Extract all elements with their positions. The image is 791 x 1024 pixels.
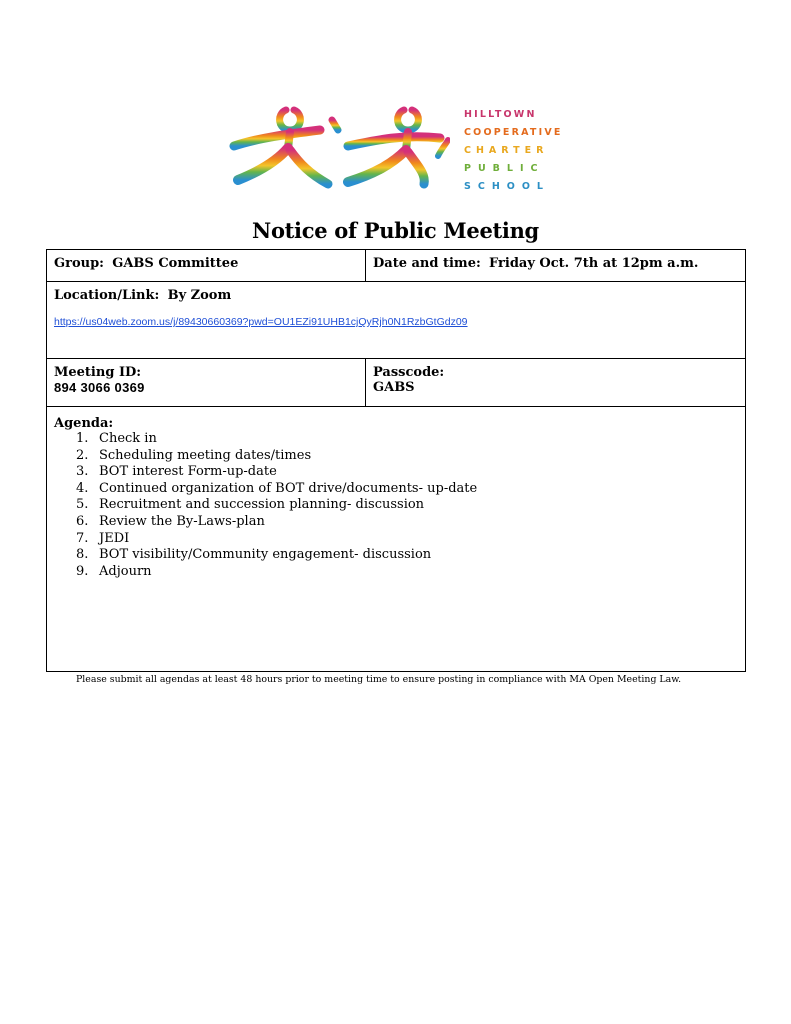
list-item [54, 497, 738, 514]
school-logo [228, 100, 568, 192]
location-cell [47, 282, 746, 359]
datetime-label: Date and time: [373, 256, 481, 271]
agenda-item-text: Review the By-Laws-plan [99, 513, 265, 529]
footer-note: Please submit all agendas at least 48 hours prior to meeting time to ensure posting in compliance with MA Open Meeting Law. [76, 674, 682, 685]
logo-line-3: CHARTER [464, 145, 549, 156]
logo-line-1: HILLTOWN [464, 109, 537, 120]
agenda-item-number: 6. [76, 513, 89, 529]
list-item [54, 564, 738, 581]
list-item [54, 531, 738, 548]
logo-wordmark [464, 106, 574, 196]
agenda-item-number: 8. [76, 547, 89, 563]
agenda-cell [47, 407, 746, 672]
location-value: By Zoom [167, 288, 232, 303]
list-item [54, 464, 738, 481]
agenda-list [54, 431, 738, 580]
list-item [54, 514, 738, 531]
agenda-item-text: Scheduling meeting dates/times [99, 447, 312, 463]
passcode-value: GABS [373, 380, 415, 395]
passcode-label: Passcode: [373, 365, 445, 380]
agenda-item-number: 4. [76, 480, 89, 496]
meeting-id-label: Meeting ID: [54, 365, 142, 380]
group-value: GABS Committee [112, 256, 239, 271]
logo-figures-icon [228, 100, 450, 192]
logo-line-5: SCHOOL [464, 181, 550, 192]
page-title: Notice of Public Meeting [252, 218, 539, 243]
meeting-notice-table [46, 249, 746, 672]
agenda-item-text: BOT visibility/Community engagement- discussion [99, 547, 432, 563]
agenda-item-number: 1. [76, 431, 89, 446]
datetime-cell [366, 250, 746, 282]
agenda-item-text: Continued organization of BOT drive/documents- up-date [99, 480, 478, 496]
agenda-item-number: 3. [76, 464, 89, 480]
group-label: Group: [54, 256, 104, 271]
agenda-item-text: Check in [99, 431, 157, 446]
agenda-item-text: Recruitment and succession planning- discussion [99, 497, 425, 513]
meeting-id-value: 894 3066 0369 [54, 380, 145, 395]
agenda-item-text: BOT interest Form-up-date [99, 464, 277, 480]
agenda-item-number: 9. [76, 563, 89, 579]
passcode-cell [366, 359, 746, 407]
list-item [54, 481, 738, 498]
datetime-value: Friday Oct. 7th at 12pm a.m. [489, 256, 699, 271]
agenda-item-number: 2. [76, 447, 89, 463]
agenda-label: Agenda: [54, 416, 114, 431]
list-item [54, 431, 738, 448]
location-label: Location/Link: [54, 288, 160, 303]
meeting-id-cell [47, 359, 366, 407]
table-row [47, 359, 746, 407]
table-row [47, 250, 746, 282]
table-row [47, 407, 746, 672]
agenda-item-number: 7. [76, 530, 89, 546]
logo-line-2: COOPERATIVE [464, 127, 563, 138]
agenda-item-number: 5. [76, 497, 89, 513]
list-item [54, 448, 738, 465]
list-item [54, 547, 738, 564]
logo-line-4: PUBLIC [464, 163, 545, 174]
agenda-item-text: Adjourn [99, 563, 152, 579]
zoom-link[interactable]: https://us04web.zoom.us/j/89430660369?pwd=OU1EZi91UHB1cjQyRjh0N1RzbGtGdz09 [54, 316, 468, 328]
table-row [47, 282, 746, 359]
agenda-item-text: JEDI [99, 530, 130, 546]
group-cell [47, 250, 366, 282]
